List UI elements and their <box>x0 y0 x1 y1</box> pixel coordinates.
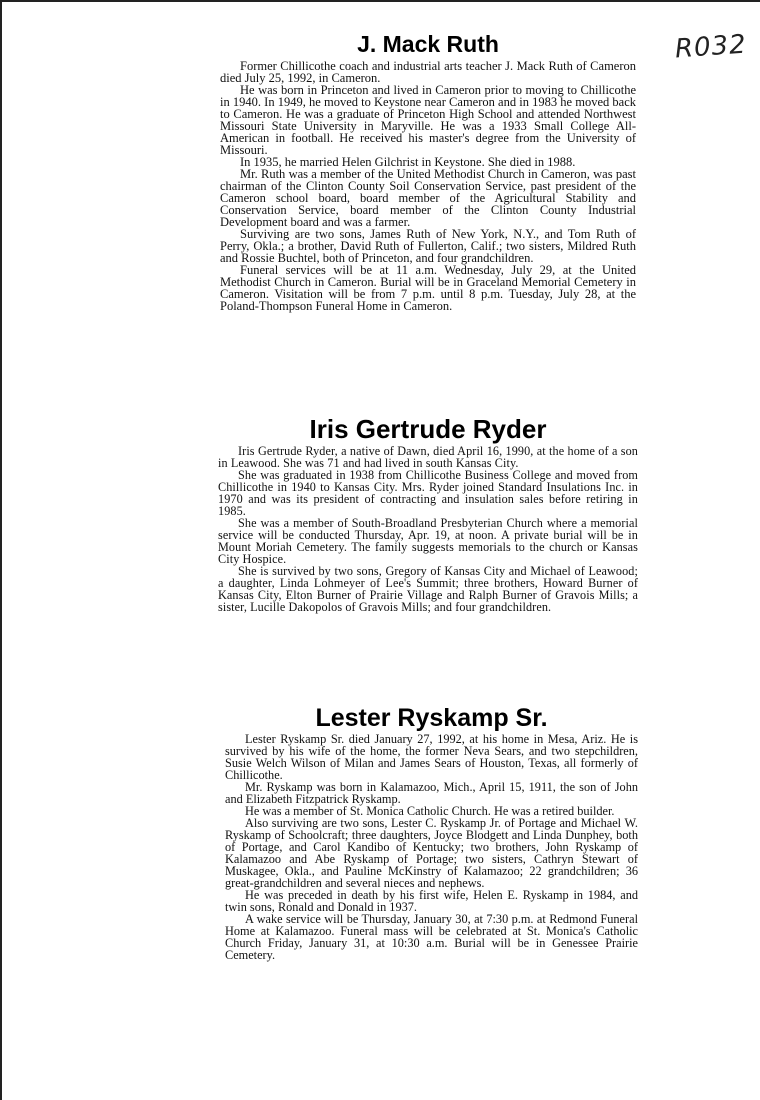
obituary-paragraph: He was born in Princeton and lived in Cameron prior to moving to Chillicothe in 1940. In 1949, he moved to Keystone near Cameron and in 1983 he moved back to Cameron. He was a graduate of Princeton High School and attended Northwest Missouri State University in Maryville. He was a 1933 Small College All-American in football. He received his master's degree from the University of Missouri. <box>220 83 636 157</box>
obituary-paragraph: Former Chillicothe coach and industrial arts teacher J. Mack Ruth of Cameron died July 25, 1992, in Cameron. <box>220 59 636 85</box>
obituary-paragraph: Funeral services will be at 11 a.m. Wednesday, July 29, at the United Methodist Church in Cameron. Burial will be in Graceland Memorial Cemetery in Cameron. Visitation will be from 7 p.m. until 8 p.m. Tuesday, July 28, at the Poland-Thompson Funeral Home in Cameron. <box>220 263 636 313</box>
obituary-body <box>218 445 638 613</box>
page-border-top <box>0 0 760 2</box>
obituary-headline: Lester Ryskamp Sr. <box>315 704 548 732</box>
obituary-ruth <box>220 30 636 312</box>
obituary-paragraph: He was a member of St. Monica Catholic Church. He was a retired builder. <box>245 804 615 818</box>
obituary-paragraph: Lester Ryskamp Sr. died January 27, 1992, at his home in Mesa, Ariz. He is survived by his wife of the home, the former Neva Sears, and two stepchildren, Susie Welch Wilson of Milan and James Sears of Houston, Texas, all formerly of Chillicothe. <box>225 732 638 782</box>
obituary-body <box>220 60 636 312</box>
obituary-paragraph: Iris Gertrude Ryder, a native of Dawn, died April 16, 1990, at the home of a son in Leawood. She was 71 and had lived in south Kansas City. <box>218 444 638 470</box>
obituary-paragraph: She was a member of South-Broadland Presbyterian Church where a memorial service will be conducted Thursday, Apr. 19, at noon. A private burial will be in Mount Moriah Cemetery. The family suggests memorials to the church or Kansas City Hospice. <box>218 516 638 566</box>
obituary-paragraph: In 1935, he married Helen Gilchrist in Keystone. She died in 1988. <box>240 155 576 169</box>
obituary-body <box>225 733 638 961</box>
obituary-paragraph: Also surviving are two sons, Lester C. Ryskamp Jr. of Portage and Michael W. Ryskamp of Schoolcraft; three daughters, Joyce Blodgett and Linda Dunphey, both of Portage, and Carol Kandibo of Kentucky; two brothers, John Ryskamp of Kalamazoo and Abe Ryskamp of Portage; two sisters, Cathryn Stewart of Muskagee, Okla., and Pauline McKinstry of Kalamazoo; 22 grandchildren; 36 great-grandchildren and several nieces and nephews. <box>225 816 638 890</box>
obituary-paragraph: Mr. Ruth was a member of the United Methodist Church in Cameron, was past chairman of the Clinton County Soil Conservation Service, past president of the Cameron school board, board member of the Agricultural Stability and Conservation Service, board member of the Clinton County Industrial Development board and was a farmer. <box>220 167 636 229</box>
obituary-ryder <box>218 413 638 613</box>
obituary-paragraph: He was preceded in death by his first wife, Helen E. Ryskamp in 1984, and twin sons, Ronald and Donald in 1937. <box>225 888 638 914</box>
obituary-paragraph: She was graduated in 1938 from Chillicothe Business College and moved from Chillicothe in 1940 to Kansas City. Mrs. Ryder joined Standard Insulations Inc. in 1970 and was its president of contracting and insulation sales before retiring in 1985. <box>218 468 638 518</box>
obituary-headline: Iris Gertrude Ryder <box>309 414 547 444</box>
obituary-ryskamp <box>225 703 638 961</box>
obituary-paragraph: Mr. Ryskamp was born in Kalamazoo, Mich., April 15, 1911, the son of John and Elizabeth Fitzpatrick Ryskamp. <box>225 780 638 806</box>
handwritten-reference-code: R032 <box>674 29 748 65</box>
page-border-left <box>0 0 2 1100</box>
obituary-paragraph: A wake service will be Thursday, January 30, at 7:30 p.m. at Redmond Funeral Home at Kalamazoo. Funeral mass will be celebrated at St. Monica's Catholic Church Friday, January 31, at 10:30 a.m. Burial will be in Genessee Prairie Cemetery. <box>225 912 638 962</box>
obituary-headline: J. Mack Ruth <box>357 31 499 57</box>
obituary-paragraph: She is survived by two sons, Gregory of Kansas City and Michael of Leawood; a daughter, Linda Lohmeyer of Lee's Summit; three brothers, Howard Burner of Kansas City, Elton Burner of Prairie Village and Ralph Burner of Gravois Mills; a sister, Lucille Dakopolos of Gravois Mills; and four grandchildren. <box>218 564 638 614</box>
obituary-paragraph: Surviving are two sons, James Ruth of New York, N.Y., and Tom Ruth of Perry, Okla.; a brother, David Ruth of Fullerton, Calif.; two sisters, Mildred Ruth and Rossie Buchtel, both of Princeton, and four grandchildren. <box>220 227 636 265</box>
